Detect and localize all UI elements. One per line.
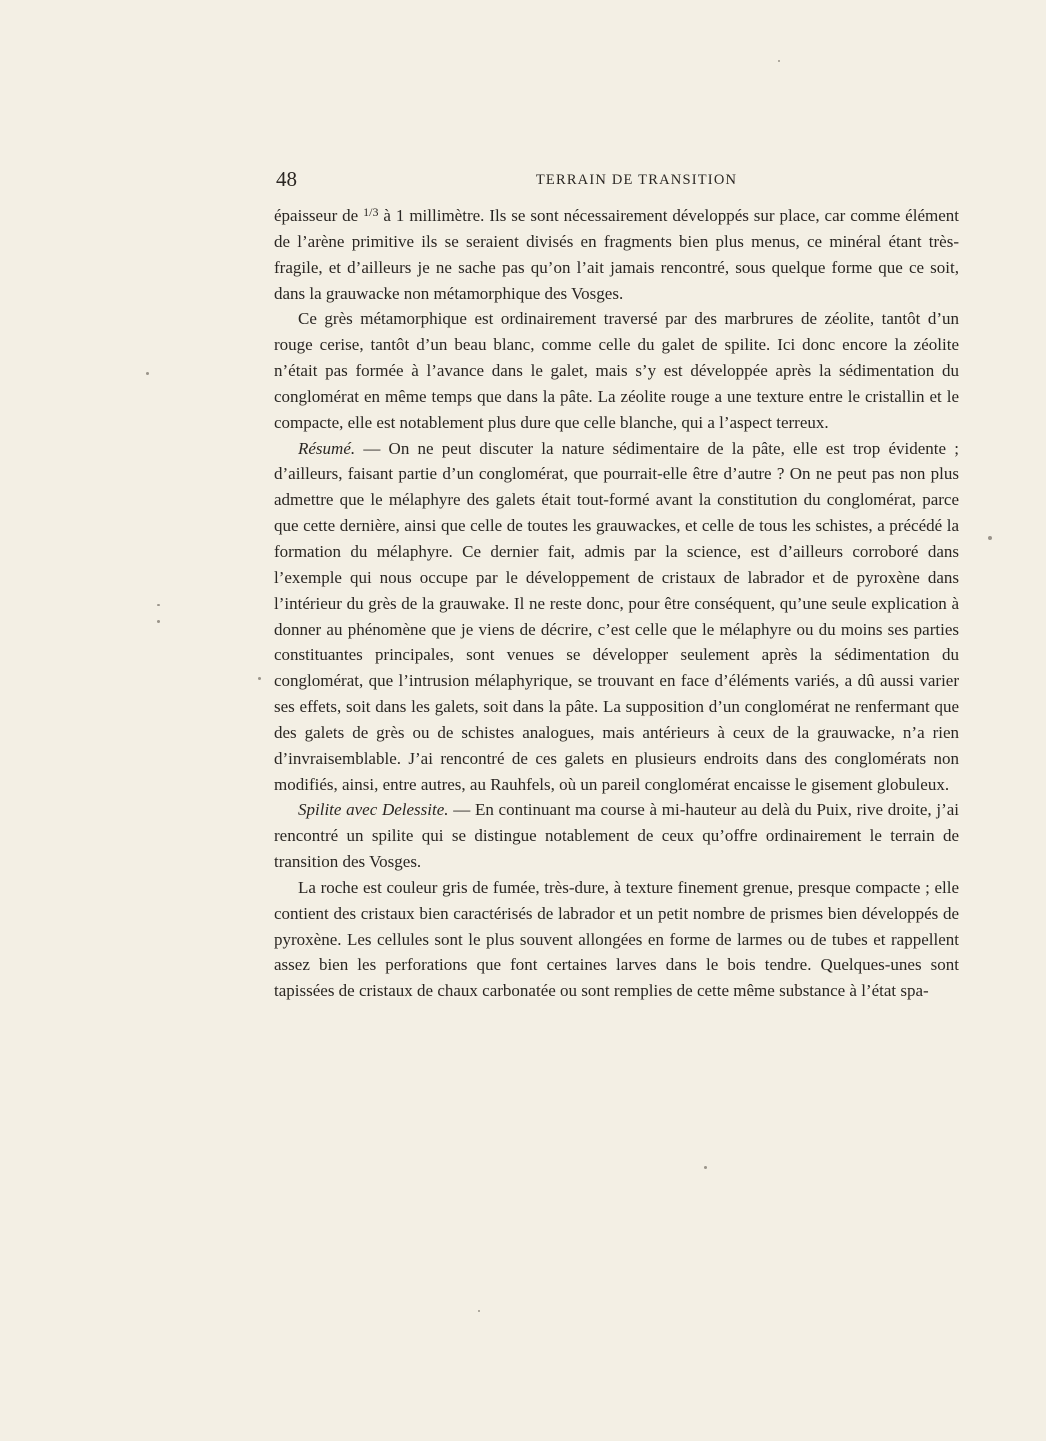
fraction: 1/3 [363, 205, 379, 219]
paragraph [274, 306, 959, 435]
paper-speck [988, 536, 992, 540]
paragraph [274, 436, 959, 798]
section-heading-spilite: Spilite avec Delessite. [298, 800, 449, 820]
running-title: TERRAIN DE TRANSITION [535, 172, 738, 188]
paper-speck [704, 1166, 707, 1169]
paper-speck [157, 604, 160, 606]
paragraph-text: — En continuant ma course à mi-hauteur au delà du Puix, rive droite, j’ai rencontré un spilite qui se distingue notablement de ceux qu’offre ordinairement le terrain de transition des Vosges. [274, 800, 960, 872]
section-heading-resume: Résumé. [298, 438, 356, 458]
paper-speck [146, 372, 149, 375]
paper-speck [478, 1310, 480, 1312]
paper-speck [778, 60, 780, 62]
paragraph [274, 200, 959, 306]
paragraph-text: épaisseur de [274, 206, 364, 225]
paragraph-text: Ce grès métamorphique est ordinairement traversé par des marbrures de zéolite, tantôt d’un rouge cerise, tantôt d’un beau blanc, comme celle du galet de spilite. Ici donc encore la zéolite n’était pas formée à l’avance dans le galet, mais s’y est développée après la sédimentation du conglomérat en même temps que dans la pâte. La zéolite rouge a une texture entre le cristallin et le compacte, elle est notablement plus dure que celle blanche, qui a l’aspect terreux. [274, 309, 959, 432]
paper-speck [157, 620, 160, 623]
paragraph [274, 875, 959, 1004]
paragraph-text: à 1 millimètre. Ils se sont nécessairement développés sur place, car comme élément de l’arène primitive ils se seraient divisés en fragments bien plus menus, ce minéral étant très-fragile, et d’ailleurs je ne sache pas qu’on l’ait jamais rencontré, sous quelque forme que ce soit, dans la grauwacke non métamorphique des Vosges. [274, 206, 959, 303]
paragraph-text: — On ne peut discuter la nature sédimentaire de la pâte, elle est trop évidente ; d’ailleurs, faisant partie d’un conglomérat, que pourrait-elle être d’autre ? On ne peut pas non plus admettre que le mélaphyre des galets était tout-formé avant la constitution du conglomérat, parce que cette dernière, ainsi que celle de toutes les grauwackes, et celle de tous les schistes, a précédé la formation du mélaphyre. Ce dernier fait, admis par la science, est d’ailleurs corroboré dans l’exemple qui nous occupe par le développement de cristaux de labrador et de pyroxène dans l’intérieur du grès de la grauwake. Il ne reste donc, pour être conséquent, qu’une seule explication à donner au phénomène que je viens de décrire, c’est celle que le mélaphyre ou du moins ses parties constituantes principales, sont venues se développer seulement après la sédimentation du conglomérat, que l’intrusion mélaphyrique, se trouvant en face d’éléments variés, a dû aussi varier ses effets, soit dans les galets, soit dans la pâte. La supposition d’un conglomérat ne renfermant que des galets de grès ou de schistes analogues, mais antérieurs à ceux de la grauwacke, n’a rien d’invraisemblable. J’ai rencontré de ces galets en plusieurs endroits dans des conglomérats non modifiés, ainsi, entre autres, au Rauhfels, où un pareil conglomérat encaisse le gisement globuleux. [274, 438, 959, 794]
body-text [274, 200, 959, 1004]
paragraph-text: La roche est couleur gris de fumée, très-dure, à texture finement grenue, presque compacte ; elle contient des cristaux bien caractérisés de labrador et un petit nombre de prismes bien développés de pyroxène. Les cellules sont le plus souvent allongées en forme de larmes ou de tubes et rappellent assez bien les perforations que font certaines larves dans le bois tendre. Quelques-unes sont tapissées de cristaux de chaux carbonatée ou sont remplies de cette même substance à l’état spa- [274, 877, 959, 1001]
page-number: 48 [276, 167, 297, 191]
paper-speck [258, 677, 261, 680]
paragraph [274, 797, 959, 875]
page-header [274, 165, 959, 195]
